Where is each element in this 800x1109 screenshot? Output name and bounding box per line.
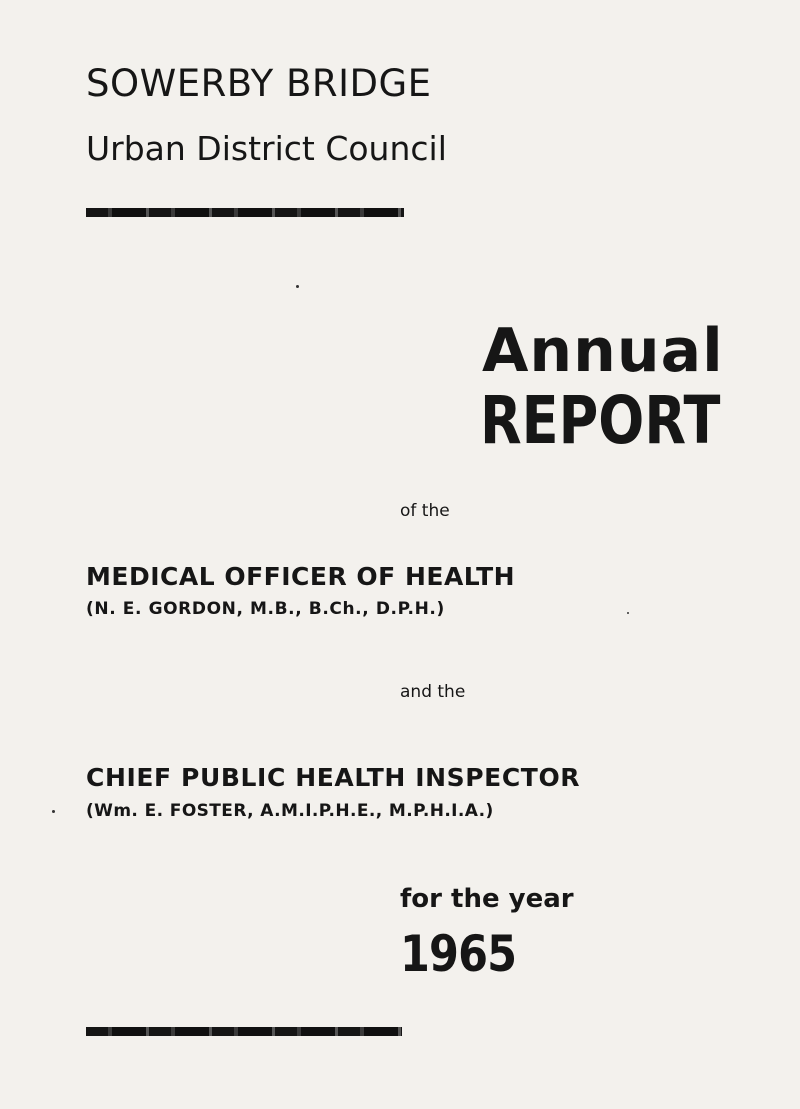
council-name: SOWERBY BRIDGE <box>86 62 432 105</box>
print-speck <box>52 810 55 813</box>
bottom-rule <box>86 1027 402 1036</box>
for-the-year-label: for the year <box>400 884 574 914</box>
top-rule <box>86 208 404 217</box>
medical-officer-title: MEDICAL OFFICER OF HEALTH <box>86 562 516 591</box>
report-heading: REPORT <box>480 382 721 459</box>
print-speck <box>296 285 299 288</box>
print-speck <box>627 612 629 614</box>
inspector-name: (Wm. E. FOSTER, A.M.I.P.H.E., M.P.H.I.A.) <box>86 801 494 821</box>
and-the-text: and the <box>400 682 466 702</box>
inspector-title: CHIEF PUBLIC HEALTH INSPECTOR <box>86 763 581 792</box>
council-subtitle: Urban District Council <box>86 129 447 168</box>
medical-officer-name: (N. E. GORDON, M.B., B.Ch., D.P.H.) <box>86 599 445 619</box>
report-year: 1965 <box>400 925 517 983</box>
annual-heading: Annual <box>482 316 724 386</box>
of-the-text: of the <box>400 501 450 521</box>
